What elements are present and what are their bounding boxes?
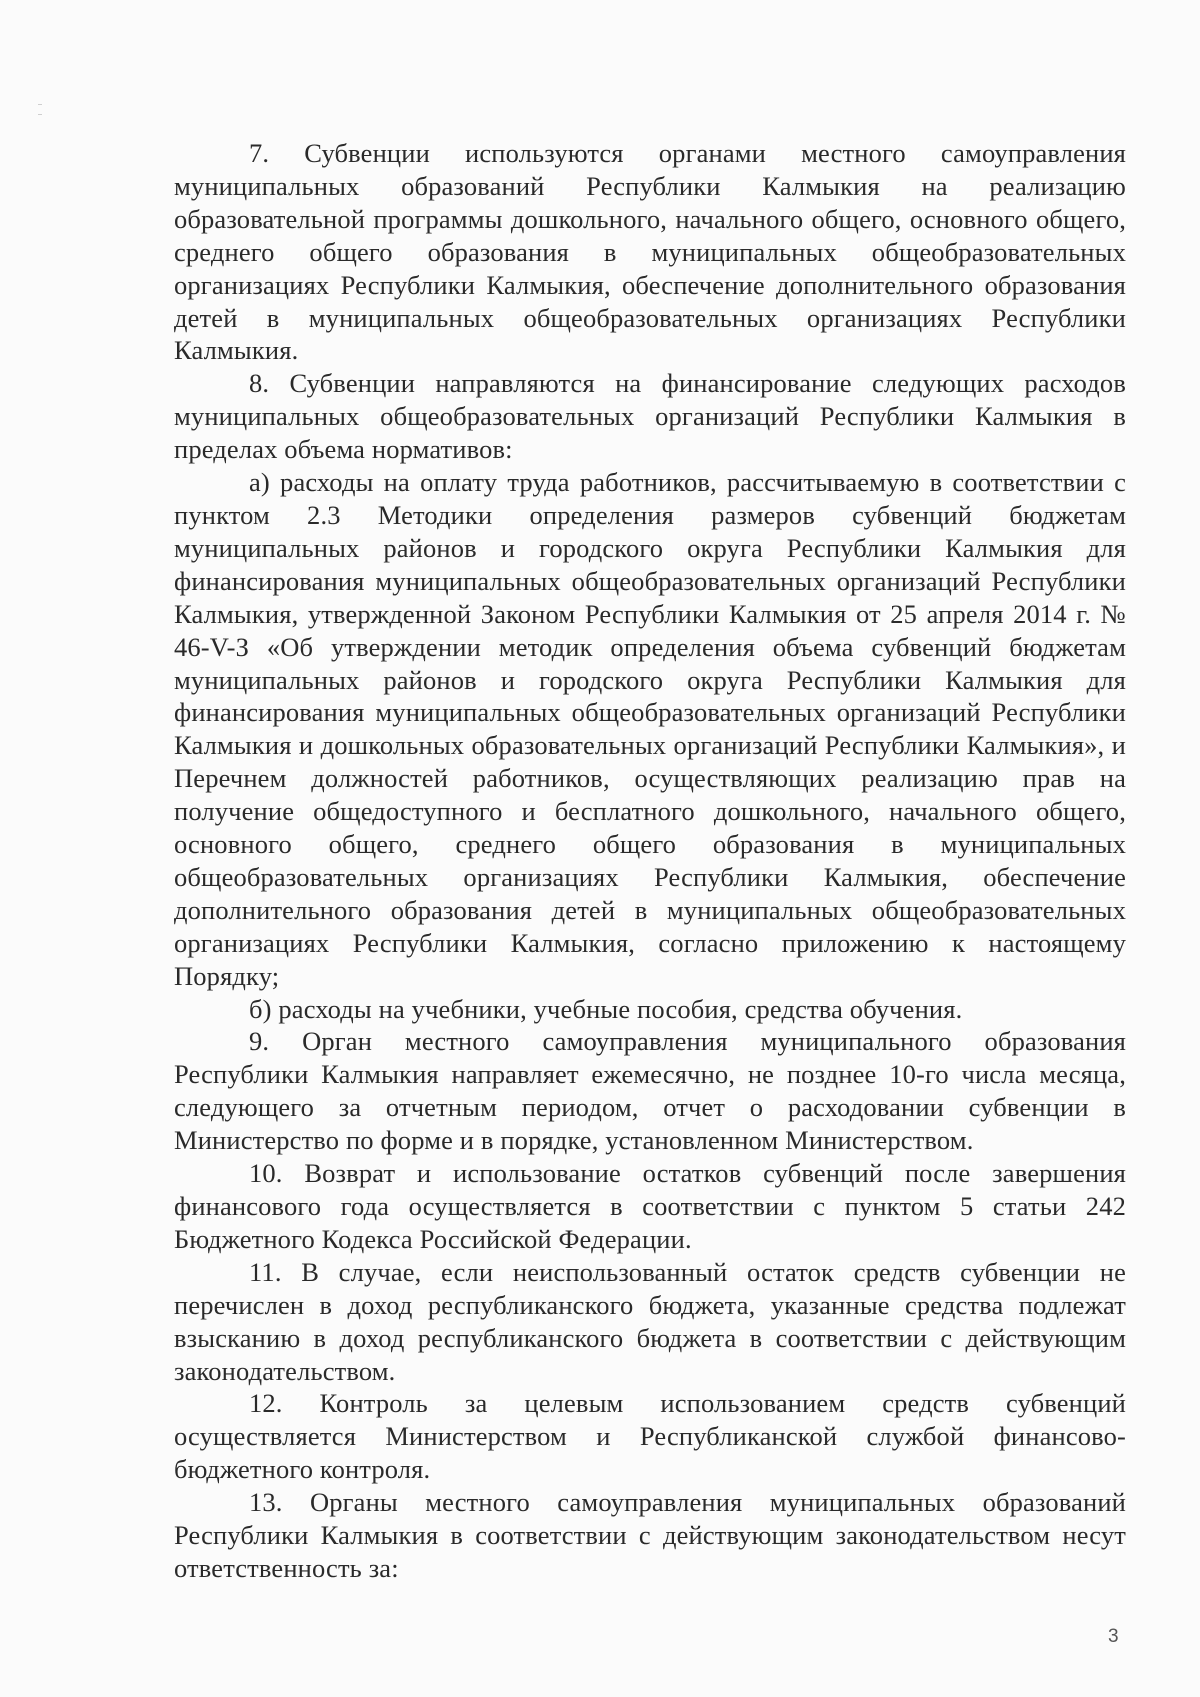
paragraph-8a: а) расходы на оплату труда работников, рассчитываемую в соответствии с пунктом 2.3 Методики определения размеров субвенций бюджетам муниципальных районов и городского округа Республики Калмыкия для финансирования муниципальных общеобразовательных организаций Республики Калмыкия, утвержденной Законом Республики Калмыкия от 25 апреля 2014 г. № 46-V-З «Об утверждении методик определения объема субвенций бюджетам муниципальных районов и городского округа Республики Калмыкия для финансирования муниципальных общеобразовательных организаций Республики Калмыкия и дошкольных образовательных организаций Республики Калмыкия», и Перечнем должностей работников, осуществляющих реализацию прав на получение общедоступного и бесплатного дошкольного, начального общего, основного общего, среднего общего образования в муниципальных общеобразовательных организациях Республики Калмыкия, обеспечение дополнительного образования детей в муниципальных общеобразовательных организациях Республики Калмыкия, согласно приложению к настоящему Порядку; [174,467,1126,991]
paragraph-13: 13. Органы местного самоуправления муниципальных образований Республики Калмыкия в соответствии с действующим законодательством несут ответственность за: [174,1487,1126,1583]
paragraph-7: 7. Субвенции используются органами местного самоуправления муниципальных образований Республики Калмыкия на реализацию образовательной программы дошкольного, начального общего, основного общего, среднего общего образования в муниципальных общеобразовательных организациях Республики Калмыкия, обеспечение дополнительного образования детей в муниципальных общеобразовательных организациях Республики Калмыкия. [174,138,1126,366]
paragraph-8: 8. Субвенции направляются на финансирование следующих расходов муниципальных общеобразовательных организаций Республики Калмыкия в пределах объема нормативов: [174,368,1126,465]
paragraph-11: 11. В случае, если неиспользованный остаток средств субвенции не перечислен в доход республиканского бюджета, указанные средства подлежат взысканию в доход республиканского бюджета в соответствии с действующим законодательством. [174,1256,1126,1386]
paragraph-9: 9. Орган местного самоуправления муниципального образования Республики Калмыкия направляет ежемесячно, не позднее 10-го числа месяца, следующего за отчетным периодом, отчет о расходовании субвенции в Министерство по форме и в порядке, установленном Министерством. [174,1026,1126,1156]
paragraph-12: 12. Контроль за целевым использованием средств субвенций осуществляется Министерством и Республиканской службой финансово-бюджетного контроля. [174,1388,1126,1485]
scan-artifact [38,114,42,115]
page-number: 3 [1108,1626,1119,1647]
document-body [174,137,1126,1585]
scan-artifact [38,104,42,105]
paragraph-8b: б) расходы на учебники, учебные пособия, средства обучения. [249,993,963,1024]
paragraph-10: 10. Возврат и использование остатков субвенций после завершения финансового года осуществляется в соответствии с пунктом 5 статьи 242 Бюджетного Кодекса Российской Федерации. [174,1158,1126,1254]
